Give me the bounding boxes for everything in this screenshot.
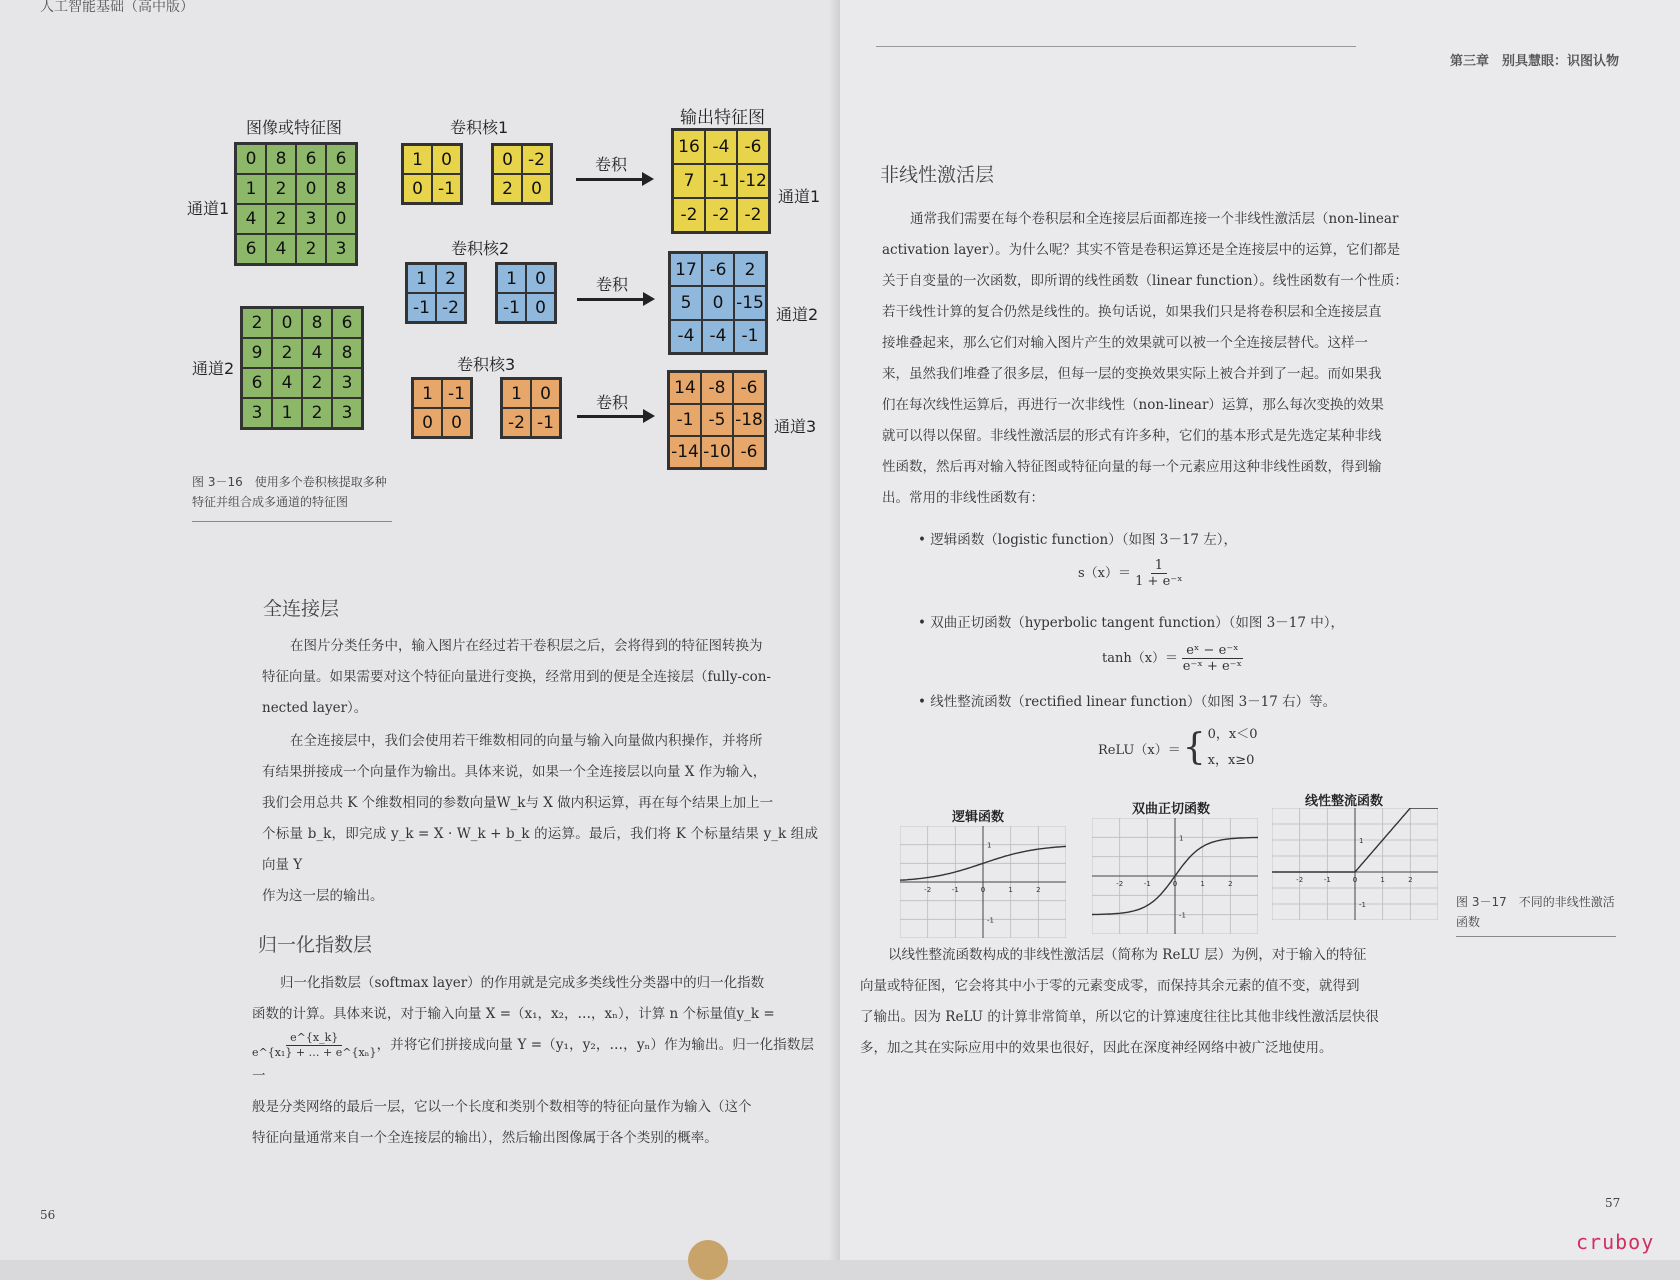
x-tick-label: 0 [980, 886, 986, 894]
grid-cell: 2 [266, 174, 296, 204]
grid-cell: 2 [734, 253, 766, 286]
grid-cell: 1 [403, 145, 432, 174]
sm-line3-text: ，并将它们拼接成向量 Y =（y₁，y₂，…，yₙ）作为输出。归一化指数层一 [252, 1037, 814, 1084]
nl-line6: 来，虽然我们堆叠了很多层，但每一层的变换效果实际上被合并到了一起。而如果我 [882, 366, 1382, 382]
x-tick-label: 2 [1408, 876, 1413, 884]
grid-cell: -10 [701, 436, 733, 468]
formula2-frac [1182, 643, 1242, 674]
grid-cell: 1 [407, 264, 436, 293]
formula3-case2: x，x≥0 [1207, 753, 1255, 768]
grid-cell: 6 [236, 234, 266, 264]
grid-cell: 0 [296, 174, 326, 204]
y-tick-label: -1 [1359, 901, 1366, 909]
fc-p2-line5: 作为这一层的输出。 [262, 888, 384, 904]
grid-cell: -1 [734, 320, 766, 353]
channel2-label: 通道2 [192, 359, 235, 378]
bullet-tanh: • 双曲正切函数（hyperbolic tangent function）（如图 3－17 中）， [918, 615, 1344, 631]
conv-label-3: 卷积 [596, 393, 629, 412]
input-channel1-grid [234, 142, 358, 266]
grid-cell: 8 [302, 308, 332, 338]
grid-cell: -6 [733, 372, 765, 404]
grid-cell: -2 [522, 145, 551, 174]
grid-cell: 17 [670, 253, 702, 286]
conv-label-2: 卷积 [596, 275, 629, 294]
grid-cell: 2 [266, 204, 296, 234]
x-tick-label: 1 [1200, 880, 1205, 888]
grid-cell: -18 [733, 404, 765, 436]
x-tick-label: 2 [1036, 886, 1041, 894]
grid-cell: 7 [673, 164, 705, 198]
nl-line9: 性函数，然后再对输入特征图或特征向量的每一个元素应用这种非线性函数，得到输 [882, 459, 1382, 475]
caption-rule [192, 521, 392, 522]
grid-cell: 1 [502, 379, 531, 408]
running-head-right: 第三章 别具慧眼：识图认物 [1450, 54, 1620, 69]
grid-cell: -2 [705, 198, 737, 232]
fc-p1-line3: nected layer）。 [262, 700, 368, 716]
chart-title-relu: 线性整流函数 [1305, 794, 1384, 809]
grid-cell: 5 [670, 286, 702, 319]
grid-cell: -6 [702, 253, 734, 286]
grid-cell: 2 [436, 264, 465, 293]
formula1-lhs: s（x）＝ [1078, 566, 1132, 581]
x-tick-label: 1 [1380, 876, 1385, 884]
grid-cell: 0 [432, 145, 461, 174]
formula2-den: e⁻ˣ + e⁻ˣ [1182, 659, 1243, 674]
formula1-frac [1135, 558, 1183, 589]
heading-nonlinear: 非线性激活层 [880, 164, 995, 186]
grid-cell: -1 [705, 164, 737, 198]
grid-cell: 1 [272, 398, 302, 428]
chart-title-logistic: 逻辑函数 [952, 810, 1005, 825]
formula1-num: 1 [1151, 558, 1167, 574]
kernel3-a [411, 377, 473, 439]
sm-line1: 归一化指数层（softmax layer）的作用就是完成多类线性分类器中的归一化指数 [280, 975, 765, 991]
out-channel1-label: 通道1 [778, 187, 821, 206]
nl-line4: 若干线性计算的复合仍然是线性的。换句话说，如果我们只是将卷积层和全连接层直 [882, 304, 1382, 320]
sm-line3 [252, 1030, 814, 1092]
kernel1-a [401, 143, 463, 205]
grid-cell: 2 [296, 234, 326, 264]
formula3-brace: { [1182, 727, 1206, 768]
page-number-right: 57 [1605, 1196, 1621, 1210]
nl-line5: 接堆叠起来，那么它们对输入图片产生的效果就可以被一个全连接层替代。这样一 [882, 335, 1368, 351]
grid-cell: -2 [502, 408, 531, 437]
grid-cell: -1 [669, 404, 701, 436]
channel1-label: 通道1 [187, 199, 230, 218]
relu-line2: 向量或特征图，它会将其中小于零的元素变成零，而保持其余元素的值不变，就得到 [860, 978, 1360, 994]
grid-cell: 0 [403, 174, 432, 203]
x-tick-label: 0 [1172, 880, 1178, 888]
grid-cell: -5 [701, 404, 733, 436]
heading-fully-connected: 全连接层 [263, 598, 340, 620]
input-channel2-grid [240, 306, 364, 430]
grid-cell: 6 [242, 368, 272, 398]
nl-line10: 出。常用的非线性函数有： [882, 490, 1044, 506]
nl-line2: activation layer）。为什么呢？其实不管是卷积运算还是全连接层中的运算，它们都是 [882, 242, 1401, 258]
grid-cell: 4 [302, 338, 332, 368]
fc-p2-line2: 有结果拼接成一个向量作为输出。具体来说，如果一个全连接层以向量 X 作为输入， [262, 764, 767, 780]
output-channel1-grid [671, 128, 771, 234]
y-tick-label: 1 [987, 841, 992, 850]
heading-softmax: 归一化指数层 [258, 934, 373, 956]
conv-arrow-3 [577, 415, 645, 418]
conv-label-1: 卷积 [595, 155, 628, 174]
decorative-spine-dot [688, 1240, 728, 1280]
grid-cell: 1 [236, 174, 266, 204]
y-tick-label: 1 [1359, 837, 1364, 845]
chart-title-tanh: 双曲正切函数 [1132, 802, 1211, 817]
grid-cell: 0 [413, 408, 442, 437]
grid-cell: 2 [302, 368, 332, 398]
x-tick-label: -2 [1116, 880, 1124, 888]
grid-cell: -1 [407, 293, 436, 322]
grid-cell: 0 [526, 293, 555, 322]
x-tick-label: -1 [951, 886, 959, 894]
grid-cell: -2 [737, 198, 769, 232]
grid-cell: 14 [669, 372, 701, 404]
grid-cell: -1 [531, 408, 560, 437]
grid-cell: 6 [332, 308, 362, 338]
grid-cell: 8 [332, 338, 362, 368]
relu-paragraph [860, 940, 1440, 1064]
x-tick-label: 0 [1352, 876, 1358, 884]
grid-cell: 4 [272, 368, 302, 398]
nl-line7: 们在每次线性运算后，再进行一次非线性（non-linear）运算，那么每次变换的效果 [882, 397, 1384, 413]
grid-cell: -6 [733, 436, 765, 468]
x-tick-label: 1 [1008, 886, 1013, 894]
grid-cell: -6 [737, 130, 769, 164]
grid-cell: 6 [296, 144, 326, 174]
kernel1-b [491, 143, 553, 205]
left-page [0, 0, 840, 1260]
grid-cell: 3 [332, 398, 362, 428]
grid-cell: -2 [673, 198, 705, 232]
kernel2-title: 卷积核2 [451, 239, 510, 258]
x-tick-label: -2 [924, 886, 932, 894]
watermark-text: cruboy [1576, 1230, 1655, 1254]
formula-relu [1098, 722, 1257, 774]
grid-cell: -2 [436, 293, 465, 322]
grid-cell: 0 [326, 204, 356, 234]
grid-cell: 6 [326, 144, 356, 174]
figure-3-17-caption [1456, 892, 1615, 932]
out-channel3-label: 通道3 [774, 417, 817, 436]
x-tick-label: -2 [1296, 876, 1304, 884]
formula3-case1: 0，x＜0 [1207, 727, 1258, 742]
figure-3-16-caption [192, 472, 387, 512]
grid-cell: 2 [242, 308, 272, 338]
grid-cell: 8 [266, 144, 296, 174]
bullet-logistic: • 逻辑函数（logistic function）（如图 3－17 左）， [918, 532, 1238, 548]
fc-p1-line2: 特征向量。如果需要对这个特征向量进行变换，经常用到的便是全连接层（fully-con- [262, 669, 771, 685]
grid-cell: -4 [702, 320, 734, 353]
grid-cell: -1 [432, 174, 461, 203]
nonlinear-paragraph [882, 204, 1462, 514]
kernel2-a [405, 262, 467, 324]
relu-line4: 多，加之其在实际应用中的效果也很好，因此在深度神经网络中被广泛地使用。 [860, 1040, 1333, 1056]
grid-cell: -15 [734, 286, 766, 319]
chart-logistic [900, 826, 1066, 938]
right-page [840, 0, 1680, 1260]
page-number-left: 56 [40, 1208, 56, 1222]
fc-p2-line3: 我们会用总共 K 个维数相同的参数向量W_k与 X 做内积运算，再在每个结果上加上一 [262, 795, 774, 811]
kernel2-b [495, 262, 557, 324]
conv-arrow-2 [577, 298, 645, 301]
relu-line3: 了输出。因为 ReLU 的计算非常简单，所以它的计算速度往往比其他非线性激活层快很 [860, 1009, 1379, 1025]
softmax-fraction [252, 1031, 376, 1060]
formula3-lhs: ReLU（x）＝ [1098, 742, 1181, 758]
caption317-rule [1456, 936, 1616, 937]
sm-line2: 函数的计算。具体来说，对于输入向量 X =（x₁，x₂，…，xₙ），计算 n 个标量值y_k = [252, 1006, 775, 1022]
softmax-paragraph [252, 968, 814, 1154]
y-tick-label: -1 [1179, 911, 1186, 920]
caption317-line1: 图 3－17 不同的非线性激活 [1456, 895, 1615, 909]
output-title: 输出特征图 [680, 108, 765, 128]
formula1-den: 1 + e⁻ˣ [1135, 574, 1183, 589]
grid-cell: 9 [242, 338, 272, 368]
chart-tanh [1092, 818, 1258, 934]
grid-cell: 3 [242, 398, 272, 428]
formula-tanh [1102, 643, 1243, 674]
grid-cell: -12 [737, 164, 769, 198]
x-tick-label: -1 [1143, 880, 1151, 888]
grid-cell: 4 [266, 234, 296, 264]
fc-p1-line1: 在图片分类任务中，输入图片在经过若干卷积层之后，会将得到的特征图转换为 [290, 638, 763, 654]
y-tick-label: -1 [987, 916, 994, 925]
chart-relu [1272, 808, 1438, 920]
formula3-cases [1208, 722, 1258, 774]
grid-cell: 3 [296, 204, 326, 234]
softmax-denominator: e^{x₁} + … + e^{xₙ} [252, 1046, 377, 1059]
grid-cell: 3 [326, 234, 356, 264]
grid-cell: -1 [442, 379, 471, 408]
grid-cell: 16 [673, 130, 705, 164]
running-head-left: 人工智能基础（高中版） [40, 0, 194, 15]
grid-cell: 1 [497, 264, 526, 293]
header-rule [876, 46, 1356, 47]
grid-cell: 8 [326, 174, 356, 204]
grid-cell: 0 [272, 308, 302, 338]
caption-line-2: 特征并组合成多通道的特征图 [192, 495, 349, 509]
nl-line1: 通常我们需要在每个卷积层和全连接层后面都连接一个非线性激活层（non-linear [910, 211, 1399, 227]
sm-line5: 特征向量通常来自一个全连接层的输出），然后输出图像属于各个类别的概率。 [252, 1130, 718, 1146]
kernel3-b [500, 377, 562, 439]
grid-cell: -14 [669, 436, 701, 468]
grid-cell: -8 [701, 372, 733, 404]
grid-cell: 2 [493, 174, 522, 203]
grid-cell: 2 [302, 398, 332, 428]
fc-paragraph-1 [262, 631, 818, 724]
y-tick-label: 1 [1179, 834, 1184, 843]
output-channel3-grid [667, 370, 767, 470]
grid-cell: 0 [493, 145, 522, 174]
conv-arrow-1 [576, 178, 644, 181]
grid-cell: -4 [670, 320, 702, 353]
grid-cell: 1 [413, 379, 442, 408]
formula2-num: eˣ − e⁻ˣ [1182, 643, 1242, 659]
grid-cell: 0 [702, 286, 734, 319]
out-channel2-label: 通道2 [776, 305, 819, 324]
grid-cell: 3 [332, 368, 362, 398]
kernel1-title: 卷积核1 [450, 118, 509, 137]
fc-paragraph-2 [262, 726, 818, 912]
grid-cell: 0 [522, 174, 551, 203]
sm-line4: 般是分类网络的最后一层，它以一个长度和类别个数相等的特征向量作为输入（这个 [252, 1099, 752, 1115]
softmax-numerator: e^{x_k} [286, 1031, 342, 1046]
nl-line3: 关于自变量的一次函数，即所谓的线性函数（linear function）。线性函数有一个性质： [882, 273, 1408, 289]
grid-cell: 4 [236, 204, 266, 234]
input-title: 图像或特征图 [246, 118, 343, 137]
grid-cell: 2 [272, 338, 302, 368]
formula-logistic [1078, 558, 1183, 589]
x-tick-label: 2 [1228, 880, 1233, 888]
grid-cell: 0 [526, 264, 555, 293]
nl-line8: 就可以得以保留。非线性激活层的形式有许多种，它们的基本形式是先选定某种非线 [882, 428, 1382, 444]
bullet-relu: • 线性整流函数（rectified linear function）（如图 3－17 右）等。 [918, 694, 1337, 710]
kernel3-title: 卷积核3 [457, 355, 516, 374]
grid-cell: -4 [705, 130, 737, 164]
x-tick-label: -1 [1323, 876, 1331, 884]
grid-cell: -1 [497, 293, 526, 322]
grid-cell: 0 [442, 408, 471, 437]
caption-line-1: 图 3－16 使用多个卷积核提取多种 [192, 475, 387, 489]
fc-p2-line1: 在全连接层中，我们会使用若干维数相同的向量与输入向量做内积操作，并将所 [290, 733, 763, 749]
fc-p2-line4: 个标量 b_k，即完成 y_k = X · W_k + b_k 的运算。最后，我们将 K 个标量结果 y_k 组成向量 Y [262, 826, 818, 873]
grid-cell: 0 [236, 144, 266, 174]
formula2-lhs: tanh（x）＝ [1102, 651, 1179, 666]
caption317-line2: 函数 [1456, 915, 1481, 929]
output-channel2-grid [668, 251, 768, 355]
relu-line1: 以线性整流函数构成的非线性激活层（简称为 ReLU 层）为例，对于输入的特征 [888, 947, 1367, 963]
grid-cell: 0 [531, 379, 560, 408]
